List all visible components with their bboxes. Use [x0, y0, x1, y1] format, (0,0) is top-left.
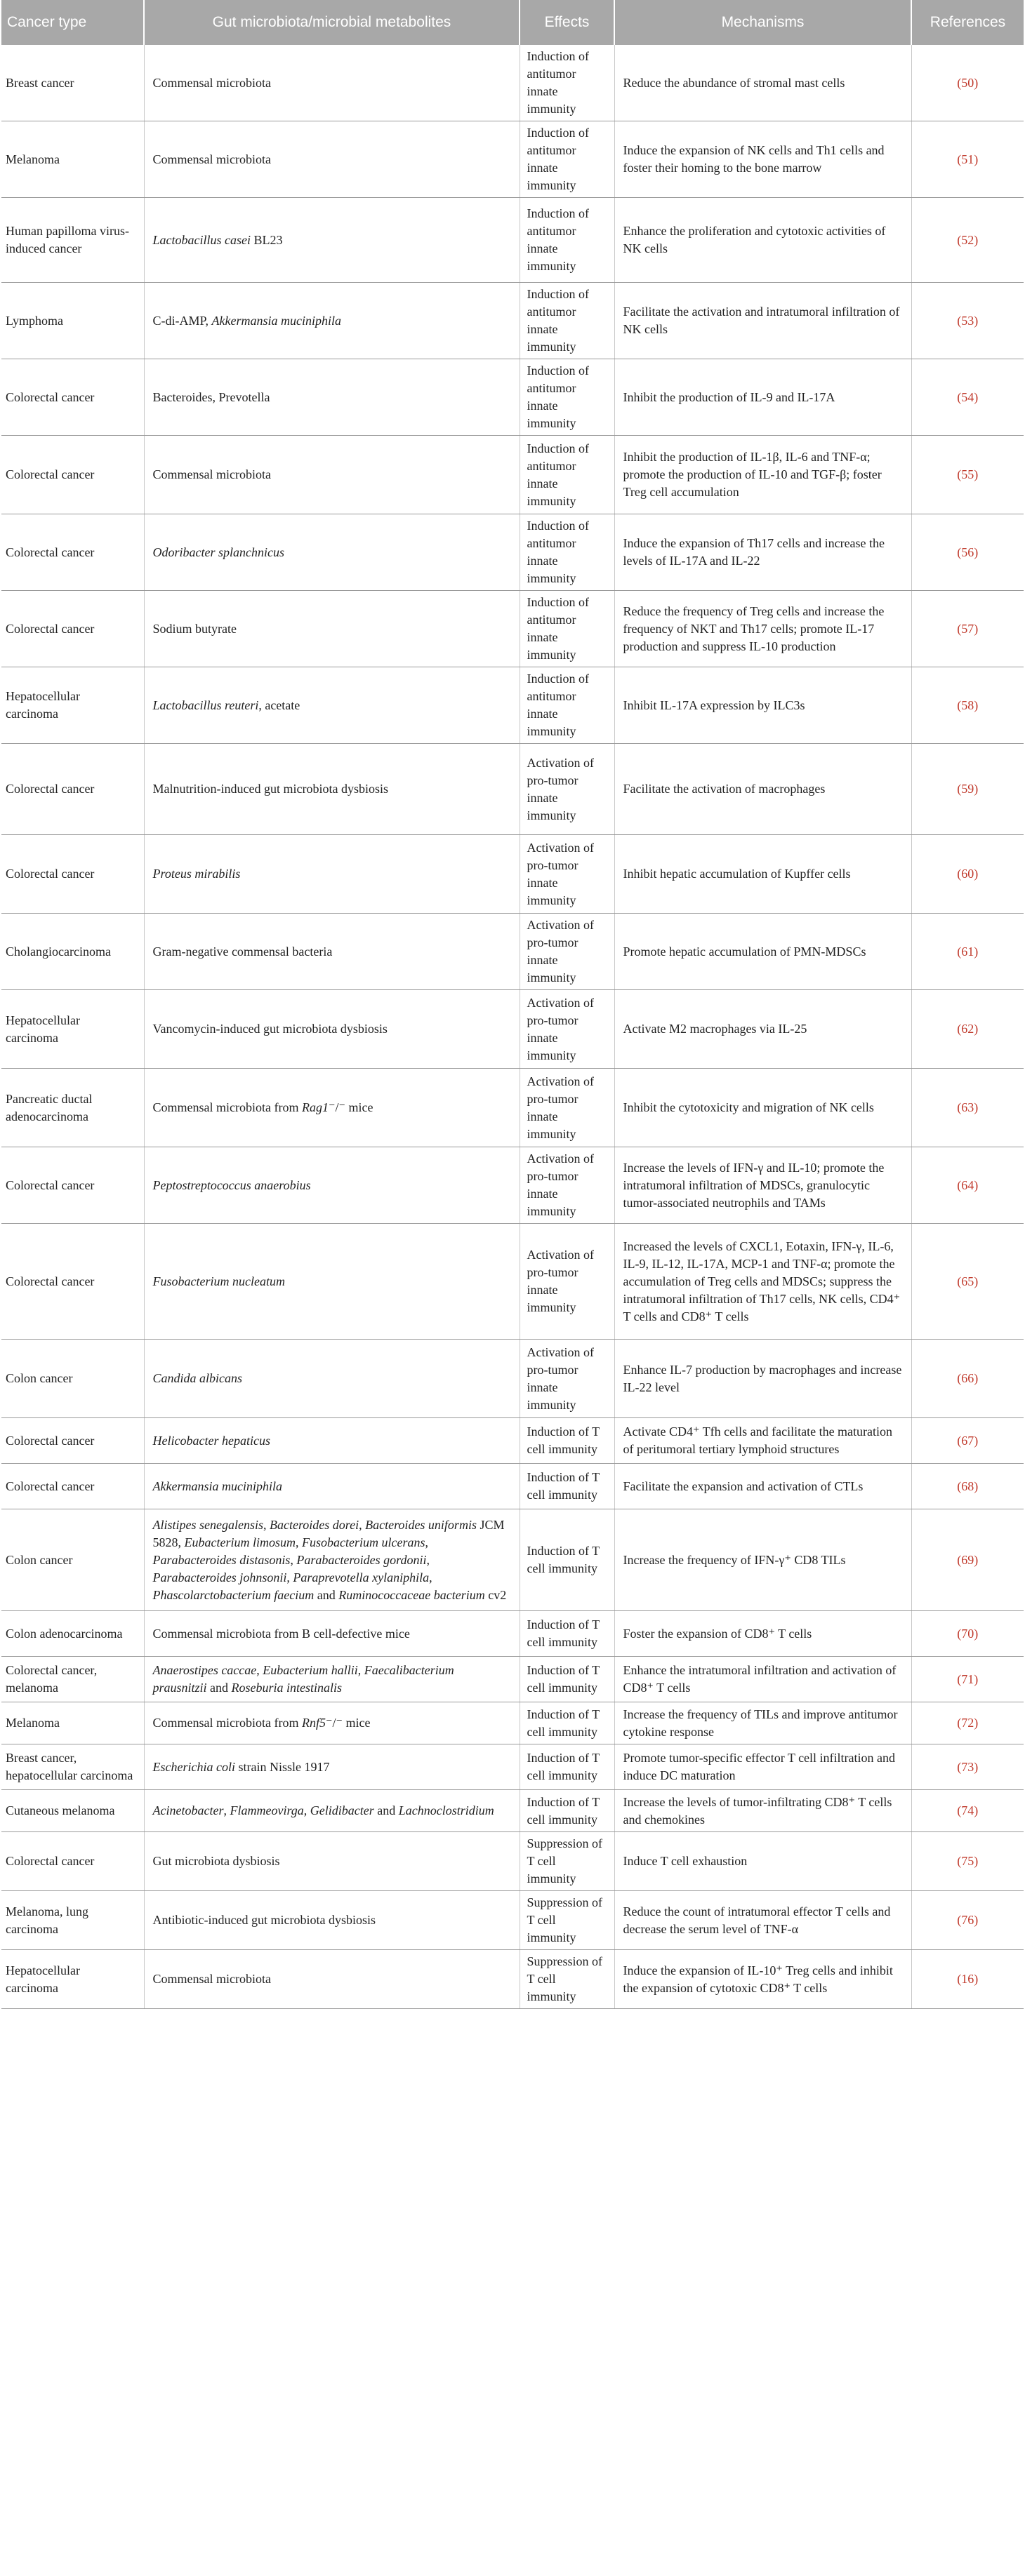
cell-microbiota: Alistipes senegalensis, Bacteroides dorei, Bacteroides uniformis JCM 5828, Eubacterium limosum, Fusobacterium ulcerans, Parabacteroides distasonis, Parabacteroides gordonii, Parabacteroides johnsonii, Paraprevotella xylaniphila, Phascolarctobacterium faecium and Ruminococcaceae bacterium cv2	[144, 1509, 520, 1611]
cell-cancer-type: Pancreatic ductal adenocarcinoma	[1, 1069, 144, 1147]
cell-microbiota: Gram-negative commensal bacteria	[144, 914, 520, 990]
cell-mechanisms: Reduce the count of intratumoral effector T cells and decrease the serum level of TNF-α	[614, 1891, 911, 1950]
table-row	[1, 591, 1024, 667]
cell-reference	[911, 1509, 1024, 1611]
reference-link[interactable]: (59)	[957, 782, 979, 796]
cell-effects: Activation of pro-tumor innate immunity	[520, 744, 614, 835]
cell-mechanisms: Induce the expansion of Th17 cells and increase the levels of IL-17A and IL-22	[614, 514, 911, 591]
reference-link[interactable]: (63)	[957, 1100, 979, 1114]
cell-reference	[911, 1340, 1024, 1418]
cell-reference	[911, 1657, 1024, 1702]
cell-mechanisms: Increase the levels of IFN-γ and IL-10; promote the intratumoral infiltration of MDSCs, granulocytic tumor-associated neutrophils and TAMs	[614, 1147, 911, 1224]
cell-microbiota: Candida albicans	[144, 1340, 520, 1418]
cell-cancer-type: Colorectal cancer, melanoma	[1, 1657, 144, 1702]
cell-mechanisms: Induce the expansion of NK cells and Th1 cells and foster their homing to the bone marrow	[614, 121, 911, 198]
cell-reference	[911, 121, 1024, 198]
cell-effects: Activation of pro-tumor innate immunity	[520, 1340, 614, 1418]
reference-link[interactable]: (62)	[957, 1022, 979, 1036]
cell-mechanisms: Inhibit the cytotoxicity and migration of NK cells	[614, 1069, 911, 1147]
header-references: References	[930, 14, 1006, 30]
header-effects: Effects	[520, 0, 614, 45]
cell-microbiota: Commensal microbiota from Rag1⁻/⁻ mice	[144, 1069, 520, 1147]
cell-reference	[911, 1832, 1024, 1891]
cell-cancer-type: Colorectal cancer	[1, 835, 144, 914]
cell-mechanisms: Inhibit the production of IL-1β, IL-6 and TNF-α; promote the production of IL-10 and TGF-β; foster Treg cell accumulation	[614, 436, 911, 514]
reference-link[interactable]: (71)	[957, 1671, 979, 1686]
cell-cancer-type: Colon cancer	[1, 1509, 144, 1611]
table-row	[1, 1611, 1024, 1657]
table-row	[1, 1790, 1024, 1832]
cell-effects: Suppression of T cell immunity	[520, 1832, 614, 1891]
cell-mechanisms: Increase the frequency of TILs and improve antitumor cytokine response	[614, 1702, 911, 1744]
cell-cancer-type: Colorectal cancer	[1, 1418, 144, 1464]
header-microbiota: Gut microbiota/microbial metabolites	[144, 0, 520, 45]
cell-reference	[911, 1147, 1024, 1224]
table-row	[1, 744, 1024, 835]
table-row	[1, 1744, 1024, 1790]
reference-link[interactable]: (73)	[957, 1759, 979, 1774]
cell-effects: Activation of pro-tumor innate immunity	[520, 1147, 614, 1224]
cell-cancer-type: Colorectal cancer	[1, 1832, 144, 1891]
data-table	[1, 0, 1024, 2009]
reference-link[interactable]: (58)	[957, 698, 979, 712]
reference-link[interactable]: (70)	[957, 1626, 979, 1641]
cell-effects: Induction of antitumor innate immunity	[520, 359, 614, 436]
cell-cancer-type: Hepatocellular carcinoma	[1, 1950, 144, 2009]
cell-mechanisms: Foster the expansion of CD8⁺ T cells	[614, 1611, 911, 1657]
table-row	[1, 1464, 1024, 1509]
cell-cancer-type: Colorectal cancer	[1, 436, 144, 514]
cell-effects: Induction of T cell immunity	[520, 1611, 614, 1657]
cell-effects: Suppression of T cell immunity	[520, 1891, 614, 1950]
table-row	[1, 1950, 1024, 2009]
cell-reference	[911, 1891, 1024, 1950]
cell-microbiota: Commensal microbiota from B cell-defective mice	[144, 1611, 520, 1657]
cell-microbiota: Anaerostipes caccae, Eubacterium hallii, Faecalibacterium prausnitzii and Roseburia intestinalis	[144, 1657, 520, 1702]
header-cancer-type: Cancer type	[1, 0, 144, 45]
cell-reference	[911, 744, 1024, 835]
cell-mechanisms: Reduce the frequency of Treg cells and increase the frequency of NKT and Th17 cells; promote IL-17 production and suppress IL-10 production	[614, 591, 911, 667]
cell-effects: Induction of antitumor innate immunity	[520, 283, 614, 359]
cell-effects: Induction of T cell immunity	[520, 1790, 614, 1832]
cell-microbiota: Peptostreptococcus anaerobius	[144, 1147, 520, 1224]
cell-cancer-type: Cholangiocarcinoma	[1, 914, 144, 990]
cell-microbiota: Commensal microbiota from Rnf5⁻/⁻ mice	[144, 1702, 520, 1744]
cell-mechanisms: Facilitate the expansion and activation of CTLs	[614, 1464, 911, 1509]
cell-mechanisms: Promote hepatic accumulation of PMN-MDSCs	[614, 914, 911, 990]
reference-link[interactable]: (67)	[957, 1433, 979, 1448]
cell-mechanisms: Enhance the proliferation and cytotoxic activities of NK cells	[614, 198, 911, 283]
cell-reference	[911, 436, 1024, 514]
reference-link[interactable]: (74)	[957, 1803, 979, 1817]
header-row	[1, 0, 1024, 45]
table-row	[1, 1224, 1024, 1340]
cell-microbiota: Akkermansia muciniphila	[144, 1464, 520, 1509]
cell-reference	[911, 591, 1024, 667]
reference-link[interactable]: (50)	[957, 75, 979, 90]
cell-mechanisms: Enhance the intratumoral infiltration and activation of CD8⁺ T cells	[614, 1657, 911, 1702]
cell-effects: Induction of antitumor innate immunity	[520, 121, 614, 198]
reference-link[interactable]: (51)	[957, 152, 979, 166]
cell-reference	[911, 359, 1024, 436]
cell-mechanisms: Inhibit hepatic accumulation of Kupffer cells	[614, 835, 911, 914]
cell-reference	[911, 990, 1024, 1069]
cell-mechanisms: Induce T cell exhaustion	[614, 1832, 911, 1891]
cell-effects: Induction of antitumor innate immunity	[520, 514, 614, 591]
table-row	[1, 667, 1024, 744]
cell-cancer-type: Melanoma, lung carcinoma	[1, 1891, 144, 1950]
cell-mechanisms: Activate M2 macrophages via IL-25	[614, 990, 911, 1069]
cell-mechanisms: Induce the expansion of IL-10⁺ Treg cells and inhibit the expansion of cytotoxic CD8⁺ T cells	[614, 1950, 911, 2009]
cell-cancer-type: Breast cancer	[1, 45, 144, 121]
cell-reference	[911, 835, 1024, 914]
reference-link[interactable]: (64)	[957, 1177, 979, 1192]
cell-reference	[911, 1069, 1024, 1147]
cell-reference	[911, 1744, 1024, 1790]
cell-microbiota: Escherichia coli strain Nissle 1917	[144, 1744, 520, 1790]
cell-effects: Activation of pro-tumor innate immunity	[520, 1069, 614, 1147]
reference-link[interactable]: (55)	[957, 467, 979, 481]
reference-link[interactable]: (53)	[957, 313, 979, 328]
table-row	[1, 1340, 1024, 1418]
table-row	[1, 198, 1024, 283]
reference-link[interactable]: (52)	[957, 232, 979, 247]
cell-microbiota: Commensal microbiota	[144, 436, 520, 514]
cell-microbiota: Commensal microbiota	[144, 121, 520, 198]
header-mechanisms: Mechanisms	[614, 0, 911, 45]
reference-link[interactable]: (56)	[957, 545, 979, 559]
reference-link[interactable]: (72)	[957, 1716, 979, 1730]
table-row	[1, 514, 1024, 591]
cell-mechanisms: Increase the levels of tumor-infiltrating CD8⁺ T cells and chemokines	[614, 1790, 911, 1832]
table-row	[1, 1657, 1024, 1702]
table-row	[1, 1509, 1024, 1611]
cell-effects: Suppression of T cell immunity	[520, 1950, 614, 2009]
cell-reference	[911, 514, 1024, 591]
cell-cancer-type: Colorectal cancer	[1, 1147, 144, 1224]
cell-effects: Induction of antitumor innate immunity	[520, 436, 614, 514]
cell-effects: Induction of T cell immunity	[520, 1418, 614, 1464]
cell-cancer-type: Lymphoma	[1, 283, 144, 359]
reference-link[interactable]: (75)	[957, 1854, 979, 1868]
cell-microbiota: Fusobacterium nucleatum	[144, 1224, 520, 1340]
reference-link[interactable]: (61)	[957, 944, 979, 959]
reference-link[interactable]: (69)	[957, 1552, 979, 1567]
table-row	[1, 283, 1024, 359]
cell-microbiota: Bacteroides, Prevotella	[144, 359, 520, 436]
reference-link[interactable]: (57)	[957, 621, 979, 636]
cell-microbiota: Commensal microbiota	[144, 45, 520, 121]
cell-reference	[911, 914, 1024, 990]
cell-mechanisms: Inhibit the production of IL-9 and IL-17A	[614, 359, 911, 436]
cell-mechanisms: Reduce the abundance of stromal mast cells	[614, 45, 911, 121]
cell-cancer-type: Hepatocellular carcinoma	[1, 990, 144, 1069]
reference-link[interactable]: (60)	[957, 867, 979, 881]
cell-effects: Induction of antitumor innate immunity	[520, 591, 614, 667]
table-row	[1, 914, 1024, 990]
cell-reference	[911, 198, 1024, 283]
cell-cancer-type: Human papilloma virus-induced cancer	[1, 198, 144, 283]
table-row	[1, 835, 1024, 914]
cell-reference	[911, 1790, 1024, 1832]
cell-reference	[911, 667, 1024, 744]
cell-reference	[911, 1418, 1024, 1464]
cell-microbiota: Gut microbiota dysbiosis	[144, 1832, 520, 1891]
table-body	[1, 45, 1024, 2009]
cell-mechanisms: Inhibit IL-17A expression by ILC3s	[614, 667, 911, 744]
cell-reference	[911, 1464, 1024, 1509]
cell-reference	[911, 1702, 1024, 1744]
cell-cancer-type: Colorectal cancer	[1, 1464, 144, 1509]
table-row	[1, 1147, 1024, 1224]
cell-microbiota: Proteus mirabilis	[144, 835, 520, 914]
cell-microbiota: Antibiotic-induced gut microbiota dysbiosis	[144, 1891, 520, 1950]
table-row	[1, 1832, 1024, 1891]
cell-effects: Induction of T cell immunity	[520, 1744, 614, 1790]
cell-mechanisms: Increase the frequency of IFN-γ⁺ CD8 TILs	[614, 1509, 911, 1611]
cell-mechanisms: Increased the levels of CXCL1, Eotaxin, IFN-γ, IL-6, IL-9, IL-12, IL-17A, MCP-1 and TNF-α; promote the accumulation of Treg cells and MDSCs; suppress the intratumoral infiltration of Th17 cells, NK cells, CD4⁺ T cells and CD8⁺ T cells	[614, 1224, 911, 1340]
cell-effects: Induction of T cell immunity	[520, 1509, 614, 1611]
cell-cancer-type: Colon cancer	[1, 1340, 144, 1418]
cell-cancer-type: Hepatocellular carcinoma	[1, 667, 144, 744]
cell-mechanisms: Facilitate the activation and intratumoral infiltration of NK cells	[614, 283, 911, 359]
reference-link[interactable]: (54)	[957, 389, 979, 404]
cell-reference	[911, 1950, 1024, 2009]
cell-cancer-type: Colorectal cancer	[1, 1224, 144, 1340]
reference-link[interactable]: (65)	[957, 1274, 979, 1288]
reference-link[interactable]: (66)	[957, 1371, 979, 1385]
table-row	[1, 1891, 1024, 1950]
cell-effects: Induction of antitumor innate immunity	[520, 45, 614, 121]
cell-microbiota: Malnutrition-induced gut microbiota dysbiosis	[144, 744, 520, 835]
cell-effects: Induction of T cell immunity	[520, 1657, 614, 1702]
cell-microbiota: Commensal microbiota	[144, 1950, 520, 2009]
reference-link[interactable]: (16)	[957, 1972, 979, 1986]
cell-microbiota: Odoribacter splanchnicus	[144, 514, 520, 591]
cell-effects: Induction of antitumor innate immunity	[520, 667, 614, 744]
table-row	[1, 990, 1024, 1069]
cell-microbiota: Sodium butyrate	[144, 591, 520, 667]
cell-microbiota: Vancomycin-induced gut microbiota dysbiosis	[144, 990, 520, 1069]
cell-effects: Activation of pro-tumor innate immunity	[520, 835, 614, 914]
cell-reference	[911, 1611, 1024, 1657]
cell-cancer-type: Melanoma	[1, 121, 144, 198]
cell-effects: Activation of pro-tumor innate immunity	[520, 990, 614, 1069]
cell-cancer-type: Melanoma	[1, 1702, 144, 1744]
cell-cancer-type: Colorectal cancer	[1, 514, 144, 591]
table-row	[1, 359, 1024, 436]
cell-reference	[911, 45, 1024, 121]
cell-mechanisms: Activate CD4⁺ Tfh cells and facilitate the maturation of peritumoral tertiary lymphoid structures	[614, 1418, 911, 1464]
cell-microbiota: Lactobacillus reuteri, acetate	[144, 667, 520, 744]
cell-microbiota: Lactobacillus casei BL23	[144, 198, 520, 283]
cell-mechanisms: Promote tumor-specific effector T cell infiltration and induce DC maturation	[614, 1744, 911, 1790]
table-row	[1, 1069, 1024, 1147]
cell-effects: Induction of antitumor innate immunity	[520, 198, 614, 283]
table-row	[1, 436, 1024, 514]
cell-reference	[911, 283, 1024, 359]
cell-cancer-type: Colorectal cancer	[1, 744, 144, 835]
table-row	[1, 1418, 1024, 1464]
cell-mechanisms: Facilitate the activation of macrophages	[614, 744, 911, 835]
cell-cancer-type: Colorectal cancer	[1, 591, 144, 667]
cell-microbiota: Acinetobacter, Flammeovirga, Gelidibacter and Lachnoclostridium	[144, 1790, 520, 1832]
cell-effects: Activation of pro-tumor innate immunity	[520, 1224, 614, 1340]
cell-effects: Activation of pro-tumor innate immunity	[520, 914, 614, 990]
cell-cancer-type: Breast cancer, hepatocellular carcinoma	[1, 1744, 144, 1790]
reference-link[interactable]: (76)	[957, 1913, 979, 1927]
cell-reference	[911, 1224, 1024, 1340]
cell-microbiota: C-di-AMP, Akkermansia muciniphila	[144, 283, 520, 359]
cell-cancer-type: Cutaneous melanoma	[1, 1790, 144, 1832]
cell-cancer-type: Colon adenocarcinoma	[1, 1611, 144, 1657]
cell-cancer-type: Colorectal cancer	[1, 359, 144, 436]
cell-effects: Induction of T cell immunity	[520, 1702, 614, 1744]
table-row	[1, 121, 1024, 198]
reference-link[interactable]: (68)	[957, 1479, 979, 1493]
table-row	[1, 45, 1024, 121]
cell-microbiota: Helicobacter hepaticus	[144, 1418, 520, 1464]
cell-effects: Induction of T cell immunity	[520, 1464, 614, 1509]
table-row	[1, 1702, 1024, 1744]
cell-mechanisms: Enhance IL-7 production by macrophages and increase IL-22 level	[614, 1340, 911, 1418]
